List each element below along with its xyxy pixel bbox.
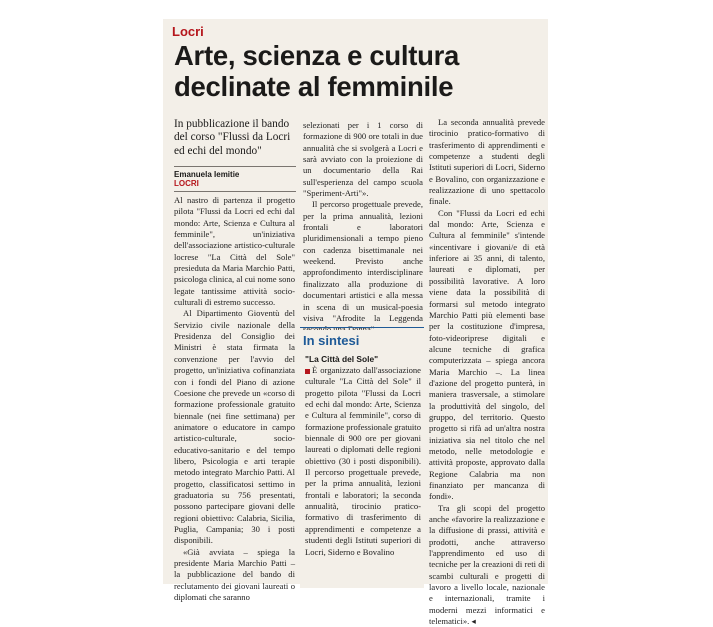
paragraph: «Già avviata – spiega la presidente Maria Marchio Patti – la pubblicazione del bando di reclutamento dei giovani laureati o diplomati che saranno <box>174 546 295 603</box>
kicker-divider <box>174 166 296 167</box>
article-column-3 <box>429 117 545 627</box>
byline <box>174 170 239 188</box>
article-column-2 <box>303 120 423 336</box>
sintesi-title: "La Città del Sole" <box>305 354 379 364</box>
headline: Arte, scienza e cultura declinate al femminile <box>174 40 460 102</box>
paragraph: La seconda annualità prevede tirocinio pratico-formativo di trasferimento di apprendimenti e competenze a studenti degli Istituti superiori di Locri, Siderno e Bovalino, con organizzazione e realizzazione di uno spettacolo finale. <box>429 117 545 207</box>
paragraph: Tra gli scopi del progetto anche «favorire la realizzazione e la diffusione di prassi, attività e prodotti, anche attraverso l'apprendimento ed uso di tecniche per la creazioni di reti di scambi culturali e progetti di lavoro a livello locale, nazionale e internazionali, tramite i moderni mezzi informatici e telematici». ◂ <box>429 502 545 627</box>
sintesi-divider <box>300 327 424 328</box>
byline-author: Emanuela Iemitie <box>174 170 240 179</box>
sintesi-text: È organizzato dall'associazione culturale "La Città del Sole" il progetto pilota "Flussi da Locri ed echi dal mondo: Arte, Scienza e Cultura al femminile", corso di formazione professionale gratuito biennale di 900 ore per giovani laureati o diplomati delle regioni obiettivo (30 i posti disponibili). Il percorso progettuale prevede, per la prima annualità, lezioni frontali e laboratori; la seconda annualità, tirocinio pratico-formativo di trasferimento di apprendimenti e competenze a studenti degli Istituti superiori di Locri, Siderno e Bovalino <box>305 365 421 557</box>
paragraph: Con "Flussi da Locri ed echi dal mondo: Arte, Scienza e Cultura al femminile" s'intende «incentivare i giovani/e di età inferiore ai 35 anni, di talento, laureati e diplomati, per possibilità lavorative. A loro viene data la possibilità di formarsi sul metodo integrato Marchio Patti più elementi base per la costituzione d'impresa, foto-videoriprese digitali e alcune tecniche di grafica computerizzata – spiega ancora Maria Marchio –. La linea d'azione del progetto punterà, in maniera trasversale, a stimolare la produttività del singolo, del gruppo, del territorio. Questo progetto si rifà ad un'altra nostra iniziativa sia nel titolo che nel metodo, nelle metodologie e attività proposte, approvato dalla Regione Calabria ma non finanziato per mancanza di fondi». <box>429 207 545 502</box>
byline-place: LOCRI <box>174 179 199 188</box>
kicker: In pubblicazione il bando del corso "Flussi da Locri ed echi del mondo" <box>174 118 291 157</box>
article-column-1 <box>174 195 295 603</box>
section-label: Locri <box>172 24 204 39</box>
paragraph: selezionati per i 1 corso di formazione di 900 ore totali in due annualità che si svolgerà a Locri e sarà avviato con la proiezione di un documentario della Rai sull'esperienza del campo scuola "Speriment-Arti"». <box>303 120 423 199</box>
byline-divider <box>174 191 296 192</box>
sintesi-body <box>305 365 421 558</box>
paragraph: Al Dipartimento Gioventù del Servizio civile nazionale della Presidenza del Consiglio dei Ministri è stata firmata la convenzione per l'avvio del progetto, un'iniziativa cofinanziata con i fondi del Piano di azione Coesione che prevede un «corso di formazione professionale gratuito biennale (nei fine settimana) per animatore o educatore in campo artistico-culturale, socio-educativo-sanitario e del tempo libero, Psicologia e arti terapie metodo integrato Marchio Patti. Al progetto, classificatosi settimo in graduatoria su 756 presentati, possono partecipare giovani delle regioni obiettivo: Calabria, Sicilia, Puglia, Campania; 30 i posti disponibili. <box>174 308 295 546</box>
paragraph: Il percorso progettuale prevede, per la prima annualità, lezioni frontali e laboratori pluridimensionali a tempo pieno con cadenza bisettimanale nei weekend. Previsto anche approfondimento interdisciplinare finalizzato alla produzione di documentari artistici e alla messa in scena di un musical-poesia visiva "Afrodite la Leggenda <box>303 199 423 323</box>
paragraph: Al nastro di partenza il progetto pilota "Flussi da Locri ed echi dal mondo: Arte, Scienza e Cultura al femminile", un'iniziativa dell'associazione artistico-culturale locrese "La Città del Sole" presieduta da Maria Marchio Patti, psicologa clinica, al cui nome sono legate tantissime attività socio-culturali di estremo successo. <box>174 195 295 308</box>
bullet-icon <box>305 369 310 374</box>
sintesi-heading: In sintesi <box>303 333 360 348</box>
